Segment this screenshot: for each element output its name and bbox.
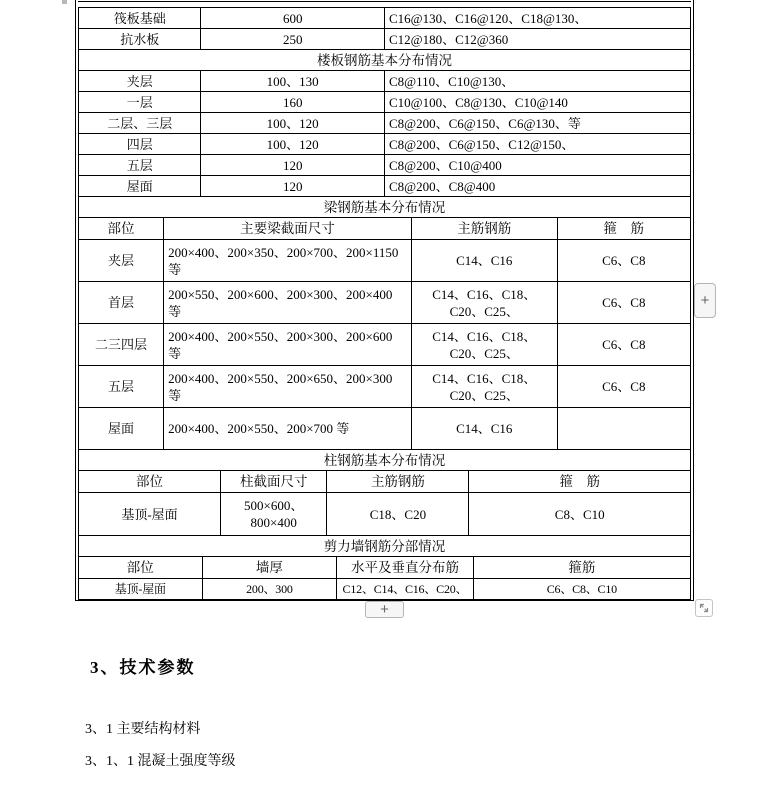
column-header-cell: 部位 <box>79 471 221 493</box>
table-cell: 200×400、200×350、200×700、200×1150 等 <box>164 240 412 282</box>
table-column-headers <box>78 217 691 240</box>
table-cell: 屋面 <box>79 176 201 197</box>
table-row <box>79 493 691 536</box>
table-section-header-row <box>79 50 691 71</box>
table-cell: C18、C20 <box>327 493 469 536</box>
table-rows <box>78 492 691 536</box>
section-heading: 3、技术参数 <box>90 658 196 677</box>
table-row <box>79 324 691 366</box>
column-header-cell: 箍 筋 <box>557 218 690 240</box>
table-row <box>79 92 691 113</box>
table-cell: C6、C8 <box>557 324 690 366</box>
table-section-header-row <box>79 197 691 218</box>
table-cell <box>557 408 690 450</box>
table-section-header <box>78 196 691 218</box>
table-section-header-row <box>79 536 691 557</box>
subsubsection-title: 3、1、1 混凝土强度等级 <box>85 754 236 769</box>
table-cell: C12@180、C12@360 <box>384 29 690 50</box>
table-cell: 100、120 <box>201 113 385 134</box>
table-header-row <box>79 557 691 579</box>
table-cell: 二层、三层 <box>79 113 201 134</box>
column-header-cell: 主筋钢筋 <box>327 471 469 493</box>
table-section-title: 梁钢筋基本分布情况 <box>79 197 691 218</box>
table-section-title: 楼板钢筋基本分布情况 <box>79 50 691 71</box>
table-cell: C8、C10 <box>469 493 691 536</box>
column-header-cell: 部位 <box>79 218 164 240</box>
table-cell: 120 <box>201 176 385 197</box>
table-row <box>79 176 691 197</box>
table-cell: 筏板基础 <box>79 8 201 29</box>
table-cell: 200×400、200×550、200×300、200×600 等 <box>164 324 412 366</box>
table-cell: 五层 <box>79 155 201 176</box>
table-cell: 基顶-屋面 <box>79 493 221 536</box>
table-cell: 屋面 <box>79 408 164 450</box>
column-header-cell: 柱截面尺寸 <box>220 471 326 493</box>
table-cell: 200×550、200×600、200×300、200×400 等 <box>164 282 412 324</box>
table-cell: 200×400、200×550、200×650、200×300 等 <box>164 366 412 408</box>
table-section-title: 柱钢筋基本分布情况 <box>79 450 691 471</box>
table-cell: C6、C8、C10 <box>473 579 690 600</box>
table-column-headers <box>78 470 691 493</box>
column-header-cell: 箍筋 <box>473 557 690 579</box>
table-cell: 160 <box>201 92 385 113</box>
table-rows <box>78 7 691 50</box>
table-row <box>79 579 691 600</box>
table-cell: C14、C16、C18、C20、C25、 <box>411 366 557 408</box>
table-section-header <box>78 49 691 71</box>
table-header-row <box>79 218 691 240</box>
table-cell: 抗水板 <box>79 29 201 50</box>
table-cell: C10@100、C8@130、C10@140 <box>384 92 690 113</box>
table-cell: C8@200、C6@150、C12@150、 <box>384 134 690 155</box>
table-cell: 100、130 <box>201 71 385 92</box>
table-row <box>79 29 691 50</box>
table-cell: C8@200、C10@400 <box>384 155 690 176</box>
table-header-row <box>79 471 691 493</box>
table-section-header-row <box>79 450 691 471</box>
table-cell: 200×400、200×550、200×700 等 <box>164 408 412 450</box>
table-cell: 120 <box>201 155 385 176</box>
table-resize-handle[interactable] <box>695 599 713 617</box>
table-column-headers <box>78 556 691 579</box>
table-row <box>79 366 691 408</box>
table-cell: 200、300 <box>202 579 337 600</box>
table-row <box>79 240 691 282</box>
table-row <box>79 71 691 92</box>
table-cell: 首层 <box>79 282 164 324</box>
table-cell: 一层 <box>79 92 201 113</box>
table-cell: 600 <box>201 8 385 29</box>
table-cell: 夹层 <box>79 71 201 92</box>
rebar-distribution-table <box>75 0 694 601</box>
table-cell: C14、C16、C18、C20、C25、 <box>411 324 557 366</box>
column-header-cell: 墙厚 <box>202 557 337 579</box>
table-rows <box>78 578 691 600</box>
table-row <box>79 155 691 176</box>
table-cell: C14、C16 <box>411 240 557 282</box>
column-header-cell: 主筋钢筋 <box>411 218 557 240</box>
column-header-cell: 主要梁截面尺寸 <box>164 218 412 240</box>
table-cell: 基顶-屋面 <box>79 579 203 600</box>
table-cell: C8@200、C8@400 <box>384 176 690 197</box>
table-row <box>79 8 691 29</box>
table-cell: C14、C16 <box>411 408 557 450</box>
table-cell: 500×600、800×400 <box>220 493 326 536</box>
subsection-title: 3、1 主要结构材料 <box>85 722 201 737</box>
table-cell: 250 <box>201 29 385 50</box>
table-row <box>79 113 691 134</box>
diagonal-resize-icon <box>698 602 710 614</box>
table-cell: C14、C16、C18、C20、C25、 <box>411 282 557 324</box>
table-cell: C8@110、C10@130、 <box>384 71 690 92</box>
table-cell: 五层 <box>79 366 164 408</box>
table-row <box>79 134 691 155</box>
table-section-header <box>78 449 691 471</box>
insert-row-below-button[interactable]: + <box>365 601 404 618</box>
column-header-cell: 水平及垂直分布筋 <box>337 557 473 579</box>
table-rows <box>78 70 691 197</box>
insert-column-right-button[interactable]: + <box>694 283 716 318</box>
table-cell: 四层 <box>79 134 201 155</box>
ruler-tick <box>62 0 67 4</box>
table-cell: C6、C8 <box>557 240 690 282</box>
table-cell: 二三四层 <box>79 324 164 366</box>
table-cell: C6、C8 <box>557 282 690 324</box>
column-header-cell: 箍 筋 <box>469 471 691 493</box>
table-cell: 100、120 <box>201 134 385 155</box>
table-sections <box>78 7 691 600</box>
column-header-cell: 部位 <box>79 557 203 579</box>
table-cell: C12、C14、C16、C20、 <box>337 579 473 600</box>
table-row <box>79 282 691 324</box>
table-rows <box>78 239 691 450</box>
table-section-title: 剪力墙钢筋分部情况 <box>79 536 691 557</box>
table-cell: C16@130、C16@120、C18@130、 <box>384 8 690 29</box>
table-cell: 夹层 <box>79 240 164 282</box>
table-row <box>79 408 691 450</box>
table-cell: C8@200、C6@150、C6@130、等 <box>384 113 690 134</box>
table-cell: C6、C8 <box>557 366 690 408</box>
table-section-header <box>78 535 691 557</box>
